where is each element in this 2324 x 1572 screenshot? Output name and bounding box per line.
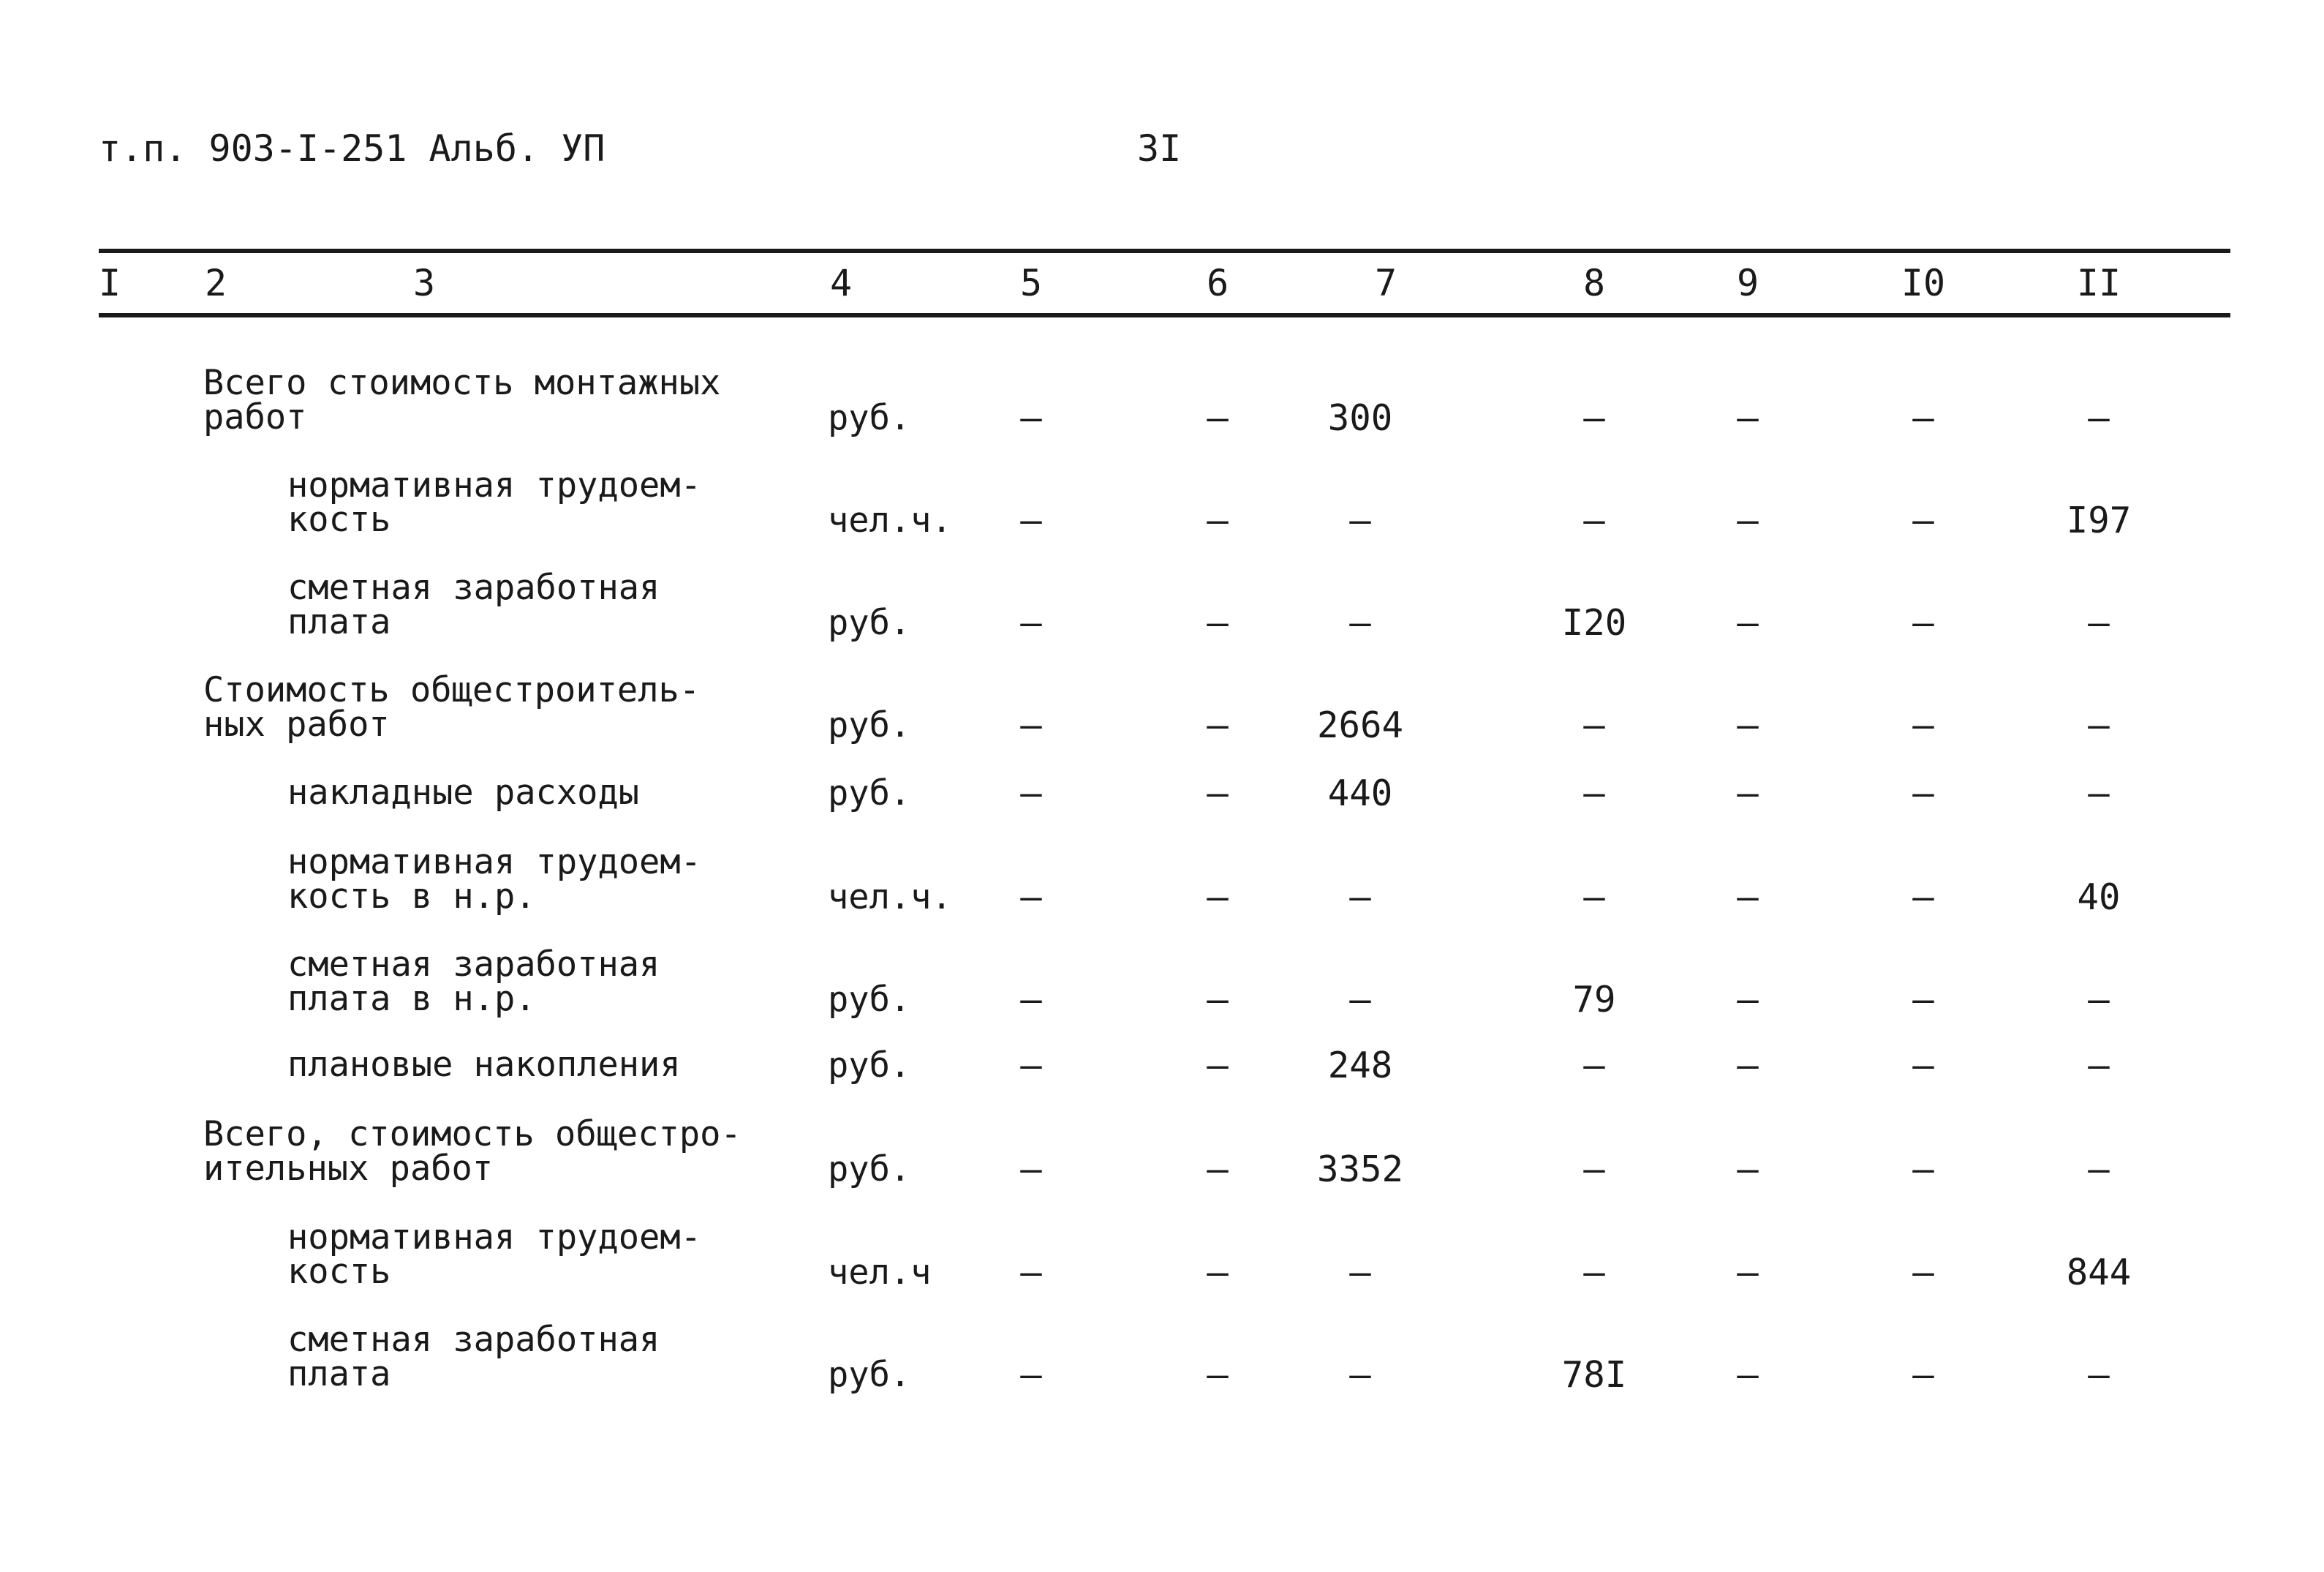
column-number-11: II xyxy=(2076,262,2121,304)
cell-col-6: – xyxy=(1207,1252,1229,1293)
cell-col-8: I20 xyxy=(1561,602,1627,644)
cell-col-9: – xyxy=(1737,876,1759,918)
cell-col-7: 248 xyxy=(1327,1045,1393,1086)
cell-col-7: 300 xyxy=(1327,397,1393,439)
cell-col-10: – xyxy=(1912,979,1934,1020)
column-number-6: 6 xyxy=(1206,262,1229,304)
cell-col-8: – xyxy=(1583,772,1605,814)
cell-col-10: – xyxy=(1912,1252,1934,1293)
page-number: 3I xyxy=(1137,127,1182,170)
cell-col-5: – xyxy=(1020,1045,1042,1086)
row-label: нормативная трудоем- кость в н.р. xyxy=(287,842,701,917)
document-reference: т.п. 903-I-251 Альб. УП xyxy=(99,127,605,170)
row-label: Всего, стоимость общестро- ительных работ xyxy=(203,1114,742,1189)
cell-col-7: – xyxy=(1349,500,1371,541)
cell-col-6: – xyxy=(1207,397,1229,439)
cell-col-5: – xyxy=(1020,602,1042,644)
cell-col-9: – xyxy=(1737,397,1759,439)
cell-col-9: – xyxy=(1737,772,1759,814)
cell-col-9: – xyxy=(1737,1354,1759,1396)
cell-col-6: – xyxy=(1207,602,1229,644)
cell-col-6: – xyxy=(1207,704,1229,746)
cell-col-10: – xyxy=(1912,772,1934,814)
cell-col-11: 40 xyxy=(2077,876,2121,918)
cell-col-7: 3352 xyxy=(1316,1148,1404,1190)
cell-col-6: – xyxy=(1207,876,1229,918)
column-number-5: 5 xyxy=(1019,262,1043,304)
column-number-3: 3 xyxy=(412,262,436,304)
column-number-1: I xyxy=(98,262,121,304)
row-unit: руб. xyxy=(828,773,911,813)
cell-col-10: – xyxy=(1912,602,1934,644)
column-number-8: 8 xyxy=(1582,262,1606,304)
row-label: нормативная трудоем- кость xyxy=(287,465,701,540)
cell-col-10: – xyxy=(1912,704,1934,746)
column-number-10: I0 xyxy=(1901,262,1946,304)
row-label: Стоимость общестроитель- ных работ xyxy=(203,670,701,745)
cell-col-6: – xyxy=(1207,1148,1229,1190)
cell-col-10: – xyxy=(1912,876,1934,918)
row-label: сметная заработная плата xyxy=(287,1320,660,1394)
cell-col-11: – xyxy=(2088,979,2110,1020)
cell-col-8: 79 xyxy=(1572,979,1616,1020)
cell-col-8: – xyxy=(1583,876,1605,918)
row-unit: руб. xyxy=(828,1149,911,1189)
cell-col-10: – xyxy=(1912,1148,1934,1190)
cell-col-7: – xyxy=(1349,602,1371,644)
row-label: накладные расходы xyxy=(287,772,640,813)
row-unit: руб. xyxy=(828,1045,911,1086)
column-number-7: 7 xyxy=(1374,262,1397,304)
cell-col-11: – xyxy=(2088,1354,2110,1396)
row-unit: чел.ч xyxy=(828,1252,932,1293)
row-unit: чел.ч. xyxy=(828,500,952,541)
column-number-9: 9 xyxy=(1736,262,1759,304)
column-number-2: 2 xyxy=(204,262,227,304)
row-unit: руб. xyxy=(828,1355,911,1395)
cell-col-8: – xyxy=(1583,1148,1605,1190)
cell-col-9: – xyxy=(1737,602,1759,644)
cell-col-7: – xyxy=(1349,1252,1371,1293)
cell-col-11: – xyxy=(2088,1148,2110,1190)
row-label: сметная заработная плата xyxy=(287,568,660,642)
cell-col-8: – xyxy=(1583,1045,1605,1086)
row-unit: чел.ч. xyxy=(828,877,952,917)
cell-col-11: – xyxy=(2088,1045,2110,1086)
cell-col-8: – xyxy=(1583,1252,1605,1293)
cell-col-6: – xyxy=(1207,1045,1229,1086)
cell-col-10: – xyxy=(1912,500,1934,541)
cell-col-9: – xyxy=(1737,1045,1759,1086)
cell-col-7: 440 xyxy=(1327,772,1393,814)
cell-col-11: I97 xyxy=(2066,500,2132,541)
row-label: плановые накопления xyxy=(287,1045,681,1085)
cell-col-5: – xyxy=(1020,876,1042,918)
cell-col-11: – xyxy=(2088,772,2110,814)
cell-col-5: – xyxy=(1020,1252,1042,1293)
cell-col-5: – xyxy=(1020,772,1042,814)
cell-col-5: – xyxy=(1020,397,1042,439)
row-unit: руб. xyxy=(828,705,911,745)
cell-col-7: – xyxy=(1349,876,1371,918)
cell-col-8: – xyxy=(1583,704,1605,746)
cell-col-9: – xyxy=(1737,979,1759,1020)
row-label: нормативная трудоем- кость xyxy=(287,1217,701,1292)
cell-col-10: – xyxy=(1912,1354,1934,1396)
cell-col-7: – xyxy=(1349,979,1371,1020)
cell-col-5: – xyxy=(1020,500,1042,541)
row-unit: руб. xyxy=(828,603,911,643)
cell-col-11: 844 xyxy=(2066,1252,2132,1293)
cell-col-9: – xyxy=(1737,704,1759,746)
cell-col-7: – xyxy=(1349,1354,1371,1396)
cell-col-9: – xyxy=(1737,500,1759,541)
cell-col-5: – xyxy=(1020,1148,1042,1190)
cell-col-11: – xyxy=(2088,397,2110,439)
cell-col-5: – xyxy=(1020,1354,1042,1396)
cell-col-11: – xyxy=(2088,704,2110,746)
cell-col-8: – xyxy=(1583,397,1605,439)
cell-col-5: – xyxy=(1020,704,1042,746)
cell-col-6: – xyxy=(1207,500,1229,541)
column-number-4: 4 xyxy=(829,262,853,304)
cell-col-6: – xyxy=(1207,1354,1229,1396)
cell-col-8: 78I xyxy=(1561,1354,1627,1396)
cell-col-10: – xyxy=(1912,397,1934,439)
cell-col-8: – xyxy=(1583,500,1605,541)
row-label: сметная заработная плата в н.р. xyxy=(287,944,660,1019)
row-unit: руб. xyxy=(828,398,911,438)
cell-col-11: – xyxy=(2088,602,2110,644)
cell-col-5: – xyxy=(1020,979,1042,1020)
row-unit: руб. xyxy=(828,979,911,1020)
cell-col-7: 2664 xyxy=(1316,704,1404,746)
cell-col-10: – xyxy=(1912,1045,1934,1086)
row-label: Всего стоимость монтажных работ xyxy=(203,363,721,437)
cell-col-6: – xyxy=(1207,772,1229,814)
cell-col-6: – xyxy=(1207,979,1229,1020)
cell-col-9: – xyxy=(1737,1252,1759,1293)
cell-col-9: – xyxy=(1737,1148,1759,1190)
